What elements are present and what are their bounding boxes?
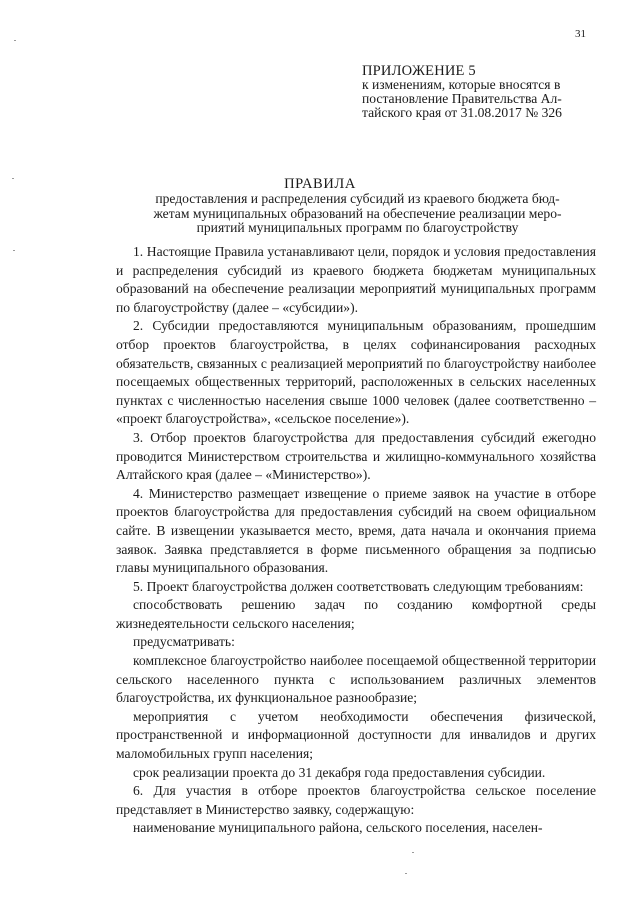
page-number: 31 [575,28,586,40]
appendix-line: к изменениям, которые вносятся в [362,77,561,92]
scan-speck [405,873,407,874]
rules-title: ПРАВИЛА [284,176,356,192]
paragraph: 2. Субсидии предоставляются муниципальным образованиям, прошедшим отбор проектов благоустройства, в целях софинансирования расходных обязательств, связанных с реализацией мероприятий по благоустройству наиболее посещаемых общественных территорий, расположенных в сельских населенных пунктах с численностью населения свыше 1000 человек (далее соответственно – «проект благоустройства», «сельское поселение»). [116,318,596,427]
rules-subtitle [120,192,595,236]
paragraph: мероприятия с учетом необходимости обеспечения физической, пространственной и информационной доступности для инвалидов и других маломобильных групп населения; [116,708,596,762]
paragraph: 5. Проект благоустройства должен соответствовать следующим требованиям: [133,578,584,594]
paragraph: 1. Настоящие Правила устанавливают цели, порядок и условия предоставления и распределения субсидий из краевого бюджета бюджетам муниципальных образований на обеспечение реализации мероприятий муниципальных программ по благоустройству (далее – «субсидии»). [116,244,596,315]
appendix-block [362,64,602,120]
appendix-line: тайского края от 31.08.2017 № 326 [362,105,562,120]
rules-subtitle-line: предоставления и распределения субсидий из краевого бюджета бюд- [155,191,560,206]
scan-speck [12,178,14,179]
paragraph: способствовать решению задач по созданию комфортной среды жизнедеятельности сельского населения; [116,597,596,631]
paragraph: наименование муниципального района, сельского поселения, населен- [133,820,543,836]
document-body [116,243,596,838]
paragraph: комплексное благоустройство наиболее посещаемой общественной территории сельского населенного пункта с использованием различных элементов благоустройства, их функциональное разнообразие; [116,653,596,706]
rules-subtitle-line: приятий муниципальных программ по благоустройству [196,220,519,235]
scan-speck [13,250,15,251]
appendix-line: постановление Правительства Ал- [362,91,562,106]
paragraph: предусматривать: [133,634,235,650]
rules-subtitle-line: жетам муниципальных образований на обеспечение реализации меро- [153,205,562,221]
appendix-title: ПРИЛОЖЕНИЕ 5 [362,63,476,79]
paragraph: срок реализации проекта до 31 декабря года предоставления субсидии. [133,764,546,780]
paragraph: 4. Министерство размещает извещение о приеме заявок на участие в отборе проектов благоустройства для предоставления субсидий на своем официальном сайте. В извещении указывается место, время, дата начала и окончания приема заявок. Заявка представляется в форме письменного обращения за подписью главы муниципального образования. [116,485,596,576]
paragraph: 6. Для участия в отборе проектов благоустройства сельское поселение представляет в Министерство заявку, содержащую: [116,783,596,817]
scan-speck [412,852,414,853]
scan-speck [14,40,16,41]
paragraph: 3. Отбор проектов благоустройства для предоставления субсидий ежегодно проводится Министерством строительства и жилищно-коммунального хозяйства Алтайского края (далее – «Министерство»). [116,429,596,483]
